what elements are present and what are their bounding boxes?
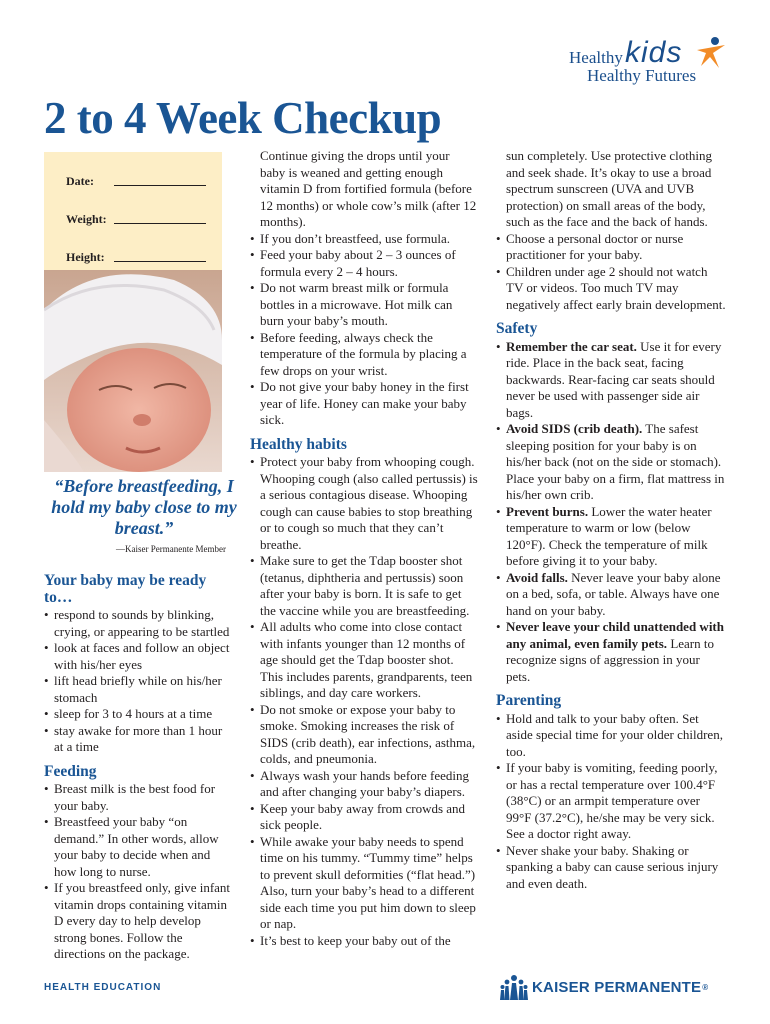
list-item: • sleep for 3 to 4 hours at a time (44, 706, 234, 723)
list-item: • Feed your baby about 2 – 3 ounces of formula every 2 – 4 hours. (250, 247, 478, 280)
list-item (496, 619, 726, 685)
list-item: • Make sure to get the Tdap booster shot (tetanus, diphtheria and pertussis) soon after your baby is born. It is safe to get the vaccine while you are breastfeeding. (250, 553, 478, 619)
list-item: • lift head briefly while on his/her stomach (44, 673, 234, 706)
list-item: • All adults who come into close contact with infants younger than 12 months of age should get the Tdap booster shot. This includes parents, grandparents, teen siblings, and day care workers. (250, 619, 478, 702)
feeding-continuation: Continue giving the drops until your baby is weaned and getting enough vitamin D from fortified formula (before 12 months) or whole cow’s milk (after 12 months). (260, 148, 477, 229)
safety-lead: Never leave your child unattended with any animal, even family pets. (506, 619, 724, 651)
list-item: • Do not warm breast milk or formula bottles in a microwave. Hot milk can burn your baby’s mouth. (250, 280, 478, 330)
column-2 (250, 148, 478, 949)
list-item: • Always wash your hands before feeding and after changing your baby’s diapers. (250, 768, 478, 801)
footer-health-education: HEALTH EDUCATION (44, 982, 162, 993)
list-item: • Hold and talk to your baby often. Set aside special time for your older children, too. (496, 711, 726, 761)
list-item: • Do not give your baby honey in the first year of life. Honey can make your baby sick. (250, 379, 478, 429)
safety-list (496, 339, 726, 686)
habits-heading: Healthy habits (250, 435, 347, 453)
safety-lead: Remember the car seat. (506, 338, 637, 354)
safety-text: The safest sleeping position for your baby is on his/her back (not on the side or stomach). Place your baby on a firm, flat mattress in his/her own crib. (506, 421, 725, 502)
list-item (496, 504, 726, 570)
list-item: • Breast milk is the best food for your baby. (44, 781, 234, 814)
list-item: • respond to sounds by blinking, crying, or appearing to be startled (44, 607, 234, 640)
feeding-list-2 (250, 231, 478, 429)
date-label: Date: (66, 174, 94, 188)
list-item: • Children under age 2 should not watch TV or videos. Too much TV may negatively affect early brain development. (496, 264, 726, 314)
page-title: 2 to 4 Week Checkup (44, 93, 442, 143)
safety-text: Never leave your baby alone on a bed, sofa, or table. Always have one hand on your baby. (506, 569, 721, 618)
safety-lead: Prevent burns. (506, 503, 589, 519)
weight-field (66, 212, 206, 250)
feeding-heading: Feeding (44, 762, 97, 780)
healthy-kids-logo (565, 38, 735, 90)
height-label: Height: (66, 250, 105, 264)
column-1 (44, 573, 234, 963)
list-item (496, 570, 726, 620)
safety-text: Lower the water heater temperature to warm or low (below 120°F). Check the temperature of milk before giving it to your baby. (506, 503, 712, 568)
column-3 (496, 148, 726, 892)
feeding-list (44, 781, 234, 963)
list-item (496, 339, 726, 422)
list-item: • Keep your baby away from crowds and sick people. (250, 801, 478, 834)
safety-heading: Safety (496, 320, 538, 337)
safety-text: Use it for every ride. Place in the back seat, facing backwards. Rear-facing car seats should never be used with passenger side air bags. (506, 338, 722, 420)
list-item: • Choose a personal doctor or nurse practitioner for your baby. (496, 231, 726, 264)
list-item: • Never shake your baby. Shaking or spanking a baby can cause serious injury and even death. (496, 843, 726, 893)
list-item: • stay awake for more than 1 hour at a time (44, 723, 234, 756)
baby-photo (44, 270, 222, 472)
list-item (496, 421, 726, 504)
safety-text: Learn to recognize signs of aggression in your pets. (506, 635, 714, 684)
weight-label: Weight: (66, 212, 107, 226)
kaiser-permanente-logo (500, 972, 708, 1002)
list-item: • Do not smoke or expose your baby to smoke. Smoking increases the risk of SIDS (crib death), ear infections, asthma, colds, and pneumonia. (250, 702, 478, 768)
list-item: • If your baby is vomiting, feeding poorly, or has a rectal temperature over 100.4°F (38°C) or an armpit temperature over 99°F (37.2°C), he/she may be very sick. See a doctor right away. (496, 760, 726, 843)
registered-mark: ® (702, 982, 709, 992)
date-line (114, 174, 206, 186)
brand-name: KAISER PERMANENTE (532, 978, 702, 996)
height-line (114, 250, 206, 262)
logo-healthy-futures: Healthy Futures (587, 66, 697, 85)
list-item: • Before feeding, always check the temperature of the formula by placing a few drops on your wrist. (250, 330, 478, 380)
parenting-list (496, 711, 726, 893)
list-item: • While awake your baby needs to spend time on his tummy. “Tummy time” helps to prevent skull deformities (“flat head.”) Also, turn your baby’s head to a different side each time you put him down to sleep or nap. (250, 834, 478, 933)
logo-kids: kids (625, 36, 683, 69)
habits-list-2 (496, 231, 726, 314)
habits-continuation: sun completely. Use protective clothing and seek shade. It’s okay to use a broad spectrum sunscreen (UVA and UVB protection) on small areas of the body, such as the face and the back of hands. (506, 148, 713, 229)
list-item: • If you breastfeed only, give infant vitamin drops containing vitamin D every day to help develop strong bones. Follow the directions on the package. (44, 880, 234, 963)
safety-lead: Avoid falls. (506, 569, 568, 585)
list-item: • Breastfeed your baby “on demand.” In other words, allow your baby to decide when and how long to nurse. (44, 814, 234, 880)
ready-heading: Your baby may be ready to… (44, 572, 207, 606)
ready-list (44, 607, 234, 756)
habits-list (250, 454, 478, 949)
logo-healthy: Healthy (569, 48, 623, 67)
date-field (66, 174, 206, 212)
member-quote: “Before breastfeeding, I hold my baby close to my breast.” (51, 476, 237, 538)
parenting-heading: Parenting (496, 692, 562, 709)
list-item: • look at faces and follow an object with his/her eyes (44, 640, 234, 673)
list-item: • If you don’t breastfeed, use formula. (250, 231, 478, 248)
kaiser-people-icon (500, 973, 528, 1001)
star-figure-icon (695, 36, 729, 70)
safety-lead: Avoid SIDS (crib death). (506, 421, 643, 436)
list-item: • It’s best to keep your baby out of the (250, 933, 478, 950)
weight-line (114, 212, 206, 224)
quote-attribution: —Kaiser Permanente Member (116, 544, 226, 554)
list-item: • Protect your baby from whooping cough. Whooping cough (also called pertussis) is a serious contagious disease. Whooping cough can cause babies to stop breathing or to cough so much that they can’t breathe. (250, 454, 478, 553)
